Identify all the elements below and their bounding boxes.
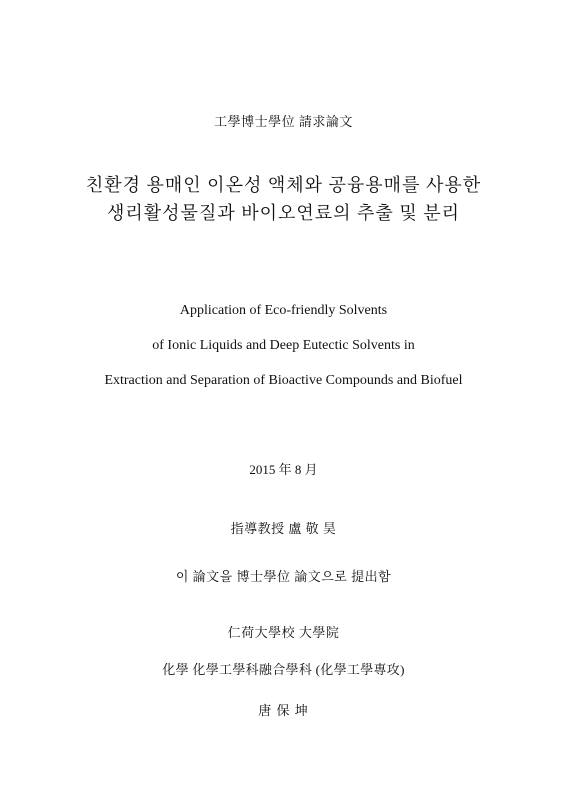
advisor-line: 指導教授 盧 敬 昊 — [230, 521, 337, 536]
department-name: 化學 化學工學科融合學科 (化學工學專攻) — [162, 662, 405, 677]
korean-title-line-2: 생리활성물질과 바이오연료의 추출 및 분리 — [107, 203, 460, 223]
school-name: 仁荷大學校 大學院 — [227, 625, 340, 640]
english-title-line-3: Extraction and Separation of Bioactive Compounds and Biofuel — [104, 373, 463, 388]
korean-title-line-1: 친환경 용매인 이온성 액체와 공융용매를 사용한 — [85, 175, 482, 195]
english-title-line-1: Application of Eco-friendly Solvents — [179, 303, 388, 318]
submission-statement: 이 論文을 博士學位 論文으로 提出함 — [175, 569, 392, 584]
english-title-line-2: of Ionic Liquids and Deep Eutectic Solvents in — [152, 338, 415, 353]
author-name: 唐 保 坤 — [258, 703, 309, 718]
degree-label: 工學博士學位 請求論文 — [214, 114, 353, 129]
submission-date: 2015 年 8 月 — [249, 462, 318, 477]
